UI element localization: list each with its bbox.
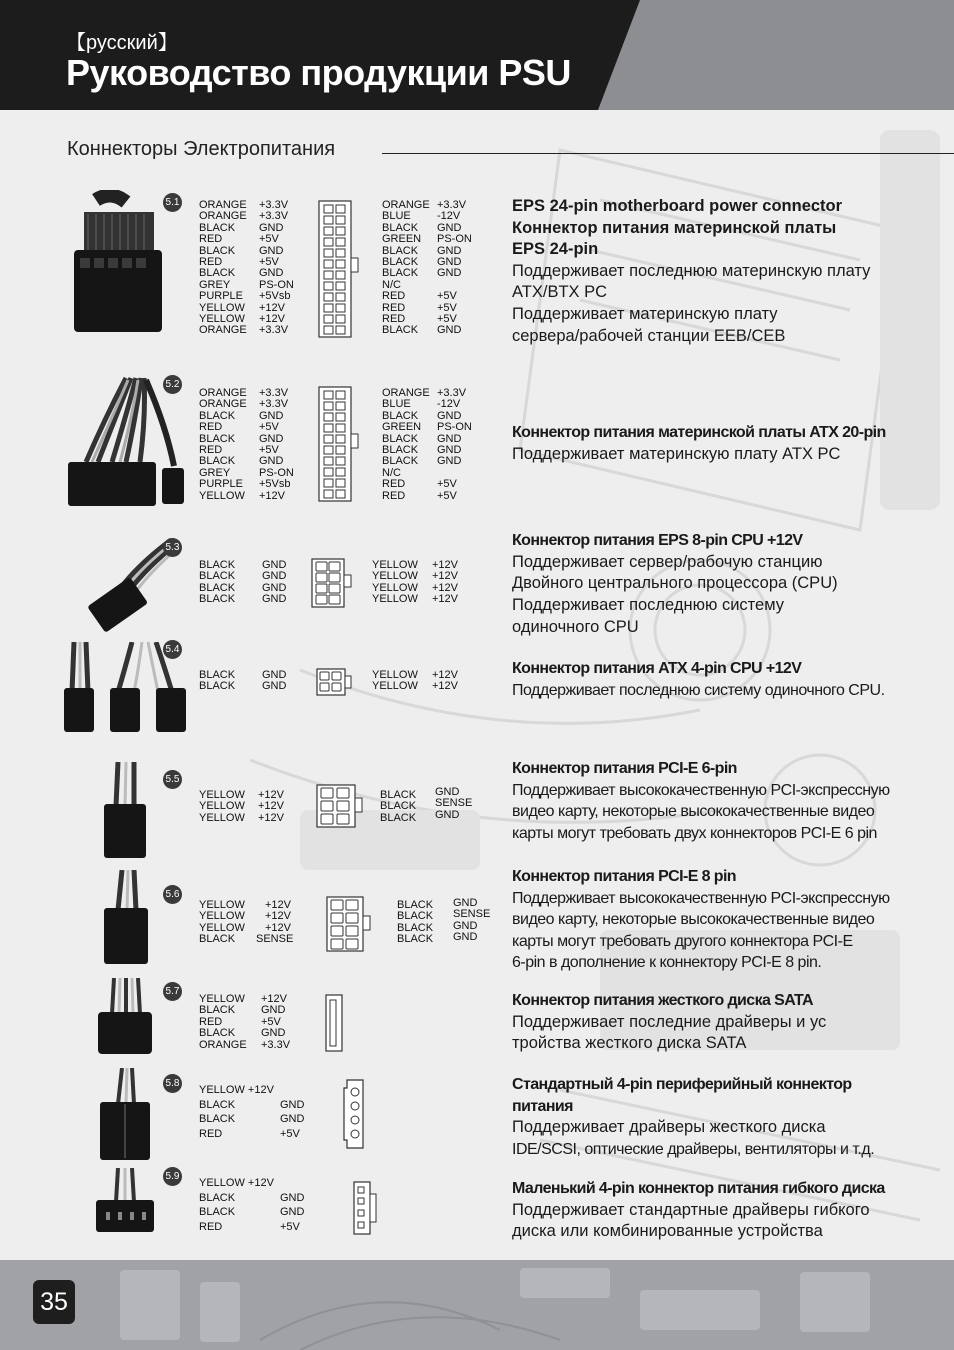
pin-voltages-right: +12V +12V +12V +12V	[432, 559, 458, 606]
connector-text: Поддерживает последнюю материнскую плату	[512, 261, 871, 280]
connector-heading: Коннектор питания PCI-E 6-pin	[512, 760, 737, 777]
connector-pinout-diagram	[316, 668, 352, 696]
pin-colors-left: BLACK BLACK BLACK BLACK	[199, 559, 236, 606]
pin-colors-right: ORANGE BLUE BLACK GREEN BLACK BLACK BLACK N/C RED RED	[382, 387, 430, 502]
item-badge: 5.5	[163, 770, 182, 789]
connector-heading: Маленький 4-pin коннектор питания гибкого диска	[512, 1180, 885, 1197]
connector-description	[512, 1178, 932, 1243]
connector-photo	[96, 762, 156, 860]
item-badge: 5.7	[163, 982, 182, 1001]
pin-colors-right: YELLOW YELLOW YELLOW YELLOW	[372, 559, 418, 606]
connector-row-5-6	[0, 868, 954, 978]
connector-text: Поддерживает последнюю систему	[512, 596, 784, 615]
language-label: 【русский】	[66, 32, 178, 54]
pin-colors-right: ORANGE BLUE BLACK GREEN BLACK BLACK BLACK N/C RED RED RED BLACK	[382, 199, 430, 337]
connector-description	[512, 1074, 932, 1160]
item-badge: 5.9	[163, 1167, 182, 1186]
pin-voltages-left: +12V +12V +12V	[258, 789, 284, 824]
connector-photo	[92, 1068, 158, 1164]
connector-heading: Коннектор питания материнской платы	[512, 218, 837, 237]
connector-text: Поддерживает драйверы жесткого диска	[512, 1118, 826, 1136]
pin-colors-left: ORANGE ORANGE BLACK RED BLACK RED BLACK GREY PURPLE YELLOW YELLOW ORANGE	[199, 199, 247, 337]
connector-text: карты могут требовать двух коннекторов PCI-E 6 pin	[512, 824, 877, 842]
footer-artwork	[0, 1260, 954, 1350]
connector-pinout-diagram	[343, 1078, 367, 1150]
connector-text: диска или комбинированные устройства	[512, 1222, 823, 1241]
connector-text: 6-pin в дополнение к коннектору PCI-E 8 pin.	[512, 954, 822, 971]
connector-heading: Стандартный 4-pin периферийный коннектор	[512, 1076, 852, 1093]
connector-pinout-diagram	[352, 1180, 378, 1236]
connector-heading: EPS 24-pin motherboard power connector	[512, 197, 843, 215]
connector-photo	[98, 870, 156, 966]
pin-list-5-9: YELLOW +12V BLACK GND BLACK GND RED +5V	[199, 1177, 305, 1233]
connector-row-5-8	[0, 1068, 954, 1164]
connector-text: IDE/SCSI, оптические драйверы, вентиляторы и т.д.	[512, 1140, 875, 1158]
section-divider	[382, 153, 954, 154]
pin-voltages-left: +12V GND +5V GND +3.3V	[261, 993, 291, 1051]
connector-row-5-7	[0, 978, 954, 1068]
connector-text: видео карту, некоторые высококачественные видео	[512, 911, 875, 928]
connector-text: Поддерживает высококачественную PCI-экспрессную	[512, 781, 890, 799]
connector-row-5-3	[0, 530, 954, 640]
connector-text: сервера/рабочей станции EEB/CEB	[512, 326, 786, 345]
connector-row-5-5	[0, 760, 954, 865]
connector-text: Поддерживает высококачественную PCI-экспрессную	[512, 889, 890, 907]
item-badge: 5.4	[163, 640, 182, 659]
pin-colors-right: BLACK BLACK BLACK	[380, 789, 417, 824]
connector-text: Поддерживает последние драйверы и ус	[512, 1012, 827, 1031]
page-number: 35	[33, 1280, 75, 1324]
connector-text: Поддерживает последнюю систему одиночного CPU.	[512, 681, 885, 699]
connector-text: видео карту, некоторые высококачественные видео	[512, 803, 875, 820]
connector-heading: Коннектор питания материнской платы ATX 20-pin	[512, 424, 886, 441]
item-badge: 5.3	[163, 538, 182, 557]
connector-pinout-diagram	[316, 784, 364, 828]
connector-row-5-4	[0, 640, 954, 745]
connector-row-5-1	[0, 190, 954, 350]
pin-voltages-left: GND GND GND GND	[262, 559, 287, 606]
connector-description	[512, 990, 932, 1055]
pin-colors-right: YELLOW YELLOW	[372, 669, 418, 693]
connector-description	[512, 196, 932, 348]
pin-voltages-right: +3.3V -12V GND PS-ON GND GND GND +5V +5V +5V GND	[437, 199, 472, 337]
connector-photo	[66, 190, 164, 340]
connector-heading: Коннектор питания EPS 8-pin CPU +12V	[512, 532, 803, 549]
connector-text: ATX/BTX PC	[512, 283, 608, 302]
connector-row-5-2	[0, 372, 954, 512]
connector-text: Поддерживает материнскую плату ATX PC	[512, 444, 841, 463]
connector-photo	[76, 536, 176, 636]
connector-photo	[92, 1168, 158, 1252]
connector-heading: EPS 24-pin	[512, 240, 599, 258]
pin-voltages-right: GND SENSE GND	[435, 786, 473, 821]
footer-band	[0, 1260, 954, 1350]
connector-photo	[66, 376, 184, 508]
connector-text: тройства жесткого диска SATA	[512, 1034, 747, 1053]
pin-voltages-right: +12V +12V	[432, 669, 458, 693]
pin-colors-left: BLACK BLACK	[199, 669, 236, 693]
connector-row-5-9	[0, 1164, 954, 1254]
pin-colors-left: ORANGE ORANGE BLACK RED BLACK RED BLACK GREY PURPLE YELLOW	[199, 387, 247, 502]
connector-description	[512, 530, 932, 639]
pin-colors-left: YELLOW BLACK RED BLACK ORANGE	[199, 993, 247, 1051]
connector-text: Поддерживает сервер/рабочую станцию	[512, 552, 823, 571]
connector-heading: Коннектор питания жесткого диска SATA	[512, 992, 813, 1009]
connector-text: Поддерживает материнскую плату	[512, 305, 778, 324]
pin-colors-left: YELLOW YELLOW YELLOW	[199, 789, 245, 824]
pin-voltages-left: GND GND	[262, 669, 287, 693]
pin-voltages-right: GND SENSE GND GND	[453, 897, 491, 944]
pin-colors-right: BLACK BLACK BLACK BLACK	[397, 899, 434, 946]
connector-text: Поддерживает стандартные драйверы гибкого	[512, 1200, 870, 1219]
pin-voltages-left: +3.3V +3.3V GND +5V GND +5V GND PS-ON +5Vsb +12V +12V +3.3V	[259, 199, 294, 337]
connector-pinout-diagram	[325, 994, 345, 1052]
item-badge: 5.6	[163, 885, 182, 904]
connector-text: Двойного центрального процессора (CPU)	[512, 574, 838, 593]
pin-list-5-8: YELLOW +12V BLACK GND BLACK GND RED +5V	[199, 1084, 305, 1140]
connector-pinout-diagram	[326, 896, 372, 952]
item-badge: 5.8	[163, 1074, 182, 1093]
connector-description	[512, 658, 932, 701]
item-badge: 5.1	[163, 193, 182, 212]
connector-heading: Коннектор питания ATX 4-pin CPU +12V	[512, 660, 802, 677]
item-badge: 5.2	[163, 375, 182, 394]
connector-photo	[92, 978, 158, 1060]
pin-voltages-left: +3.3V +3.3V GND +5V GND +5V GND PS-ON +5Vsb +12V	[259, 387, 294, 502]
connector-text: карты могут требовать другого коннектора PCI-E	[512, 932, 853, 950]
connector-description	[512, 866, 932, 974]
pin-voltages-right: +3.3V -12V GND PS-ON GND GND GND +5V +5V	[437, 387, 472, 502]
section-title: Коннекторы Электропитания	[67, 138, 336, 160]
pin-voltages-left: +12V +12V +12V SENSE	[256, 899, 294, 946]
pin-colors-left: YELLOW YELLOW YELLOW BLACK	[199, 899, 245, 946]
connector-text: одиночного CPU	[512, 617, 639, 636]
connector-description	[512, 422, 932, 465]
connector-pinout-diagram	[318, 386, 360, 502]
connector-pinout-diagram	[311, 558, 353, 608]
connector-pinout-diagram	[318, 200, 360, 338]
connector-heading: Коннектор питания PCI-E 8 pin	[512, 868, 736, 885]
connector-heading: питания	[512, 1097, 573, 1115]
connector-description	[512, 758, 932, 844]
page-title: Руководство продукции PSU	[66, 52, 571, 93]
